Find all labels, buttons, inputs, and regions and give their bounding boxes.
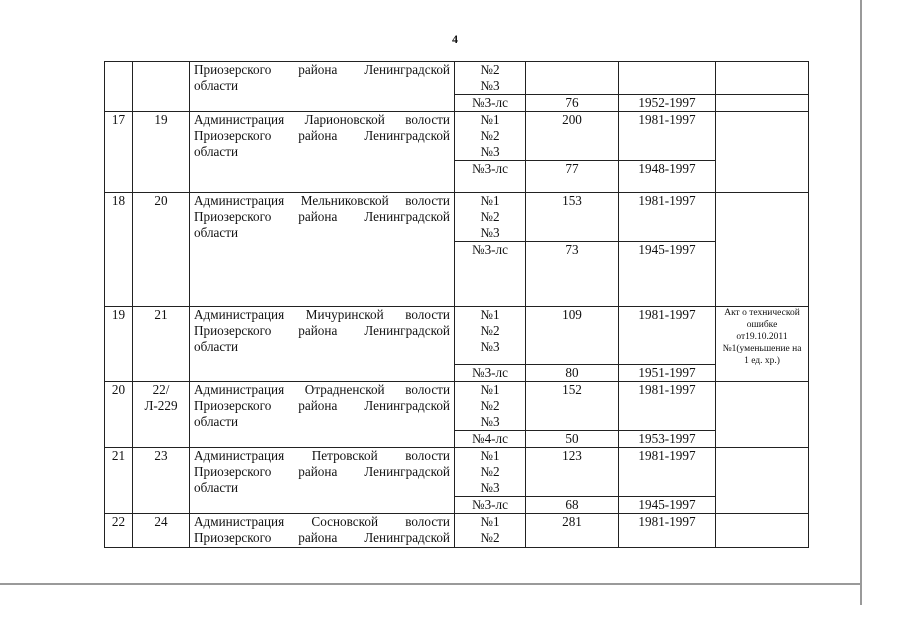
inventory-number: №2 [480,323,500,338]
table-row [105,112,809,161]
cell-fund-name [190,382,455,448]
fund-name-line: области [194,414,239,429]
fund-name-line: Приозерского района Ленинградской [194,128,450,143]
table-row [105,193,809,242]
cell-inventories [455,382,526,431]
inventory-number: №3 [480,339,500,354]
fund-name-line: области [194,144,239,159]
cell-personnel-inventory: №3-лс [455,161,526,193]
inventory-number: №3 [480,225,500,240]
cell-fund-name [190,514,455,548]
cell-fund-name [190,448,455,514]
inventory-number: №1 [480,448,500,463]
cell-number: 19 [105,307,133,382]
cell-unit-count: 200 [526,112,619,161]
cell-fund-number: 21 [133,307,190,382]
inventory-number: №3 [480,144,500,159]
cell-personnel-inventory: №3-лс [455,242,526,307]
inventory-number: №1 [480,307,500,322]
cell-personnel-dates: 1953-1997 [619,431,716,448]
fund-name-line: Приозерского района Ленинградской [194,464,450,479]
cell-number: 22 [105,514,133,548]
cell-unit-count: 153 [526,193,619,242]
cell-unit-count: 123 [526,448,619,497]
cell-personnel-count: 50 [526,431,619,448]
cell-fund-name [190,193,455,307]
cell-personnel-inventory: №4-лс [455,431,526,448]
cell-unit-count: 109 [526,307,619,365]
fund-name-line: Приозерского района Ленинградской [194,62,450,77]
scan-border-right [860,0,862,605]
cell-fund-number: 20 [133,193,190,307]
cell-dates: 1981-1997 [619,382,716,431]
cell-unit-count [526,62,619,95]
fund-name-line: Администрация Мельниковской волости [194,193,450,208]
cell-dates: 1981-1997 [619,307,716,365]
cell-inventories [455,112,526,161]
inventory-number: №1 [480,382,500,397]
cell-fund-number [133,62,190,112]
fund-name-line: Приозерского района Ленинградской [194,323,450,338]
cell-unit-count: 281 [526,514,619,548]
cell-personnel-count: 73 [526,242,619,307]
cell-inventories [455,307,526,365]
cell-personnel-dates: 1951-1997 [619,365,716,382]
inventory-number: №3 [480,480,500,495]
cell-number: 20 [105,382,133,448]
cell-note [716,514,809,548]
cell-personnel-dates: 1945-1997 [619,497,716,514]
cell-fund-number: 22/Л-229 [133,382,190,448]
cell-dates: 1981-1997 [619,514,716,548]
cell-inventories [455,514,526,548]
cell-note [716,112,809,193]
fund-name-line: Администрация Петровской волости [194,448,450,463]
fund-name-line: Администрация Сосновской волости [194,514,450,529]
cell-note [716,193,809,307]
cell-dates: 1981-1997 [619,112,716,161]
fund-name-line: области [194,480,239,495]
table-row [105,448,809,497]
table-row-continuation [105,62,809,95]
cell-personnel-dates: 1945-1997 [619,242,716,307]
cell-personnel-dates: 1952-1997 [619,95,716,112]
table-row [105,382,809,431]
cell-fund-name [190,62,455,112]
fund-name-line: Администрация Отрадненской волости [194,382,450,397]
cell-fund-name [190,112,455,193]
fund-name-line: области [194,78,239,93]
inventory-number: №2 [480,398,500,413]
cell-note [716,62,809,95]
inventory-number: №1 [480,193,500,208]
table-row [105,307,809,365]
cell-fund-number: 19 [133,112,190,193]
cell-personnel-count: 80 [526,365,619,382]
cell-inventories [455,62,526,95]
inventory-number: №1 [480,112,500,127]
cell-personnel-dates: 1948-1997 [619,161,716,193]
cell-inventories [455,193,526,242]
inventory-number: №2 [480,464,500,479]
cell-note [716,95,809,112]
cell-note [716,448,809,514]
cell-dates: 1981-1997 [619,448,716,497]
cell-number: 21 [105,448,133,514]
scan-border-bottom [0,583,862,585]
archive-fund-table [104,61,809,548]
fund-name-line: Приозерского района Ленинградской [194,398,450,413]
cell-fund-name [190,307,455,382]
cell-personnel-inventory: №3-лс [455,95,526,112]
fund-name-line: Приозерского района Ленинградской [194,209,450,224]
cell-personnel-count: 77 [526,161,619,193]
fund-name-line: Приозерского района Ленинградской [194,530,450,545]
cell-note: Акт о технической ошибке от19.10.2011 №1(уменьшение на 1 ед. хр.) [716,307,809,382]
cell-fund-number: 24 [133,514,190,548]
cell-personnel-inventory: №3-лс [455,365,526,382]
cell-number [105,62,133,112]
cell-number: 18 [105,193,133,307]
fund-name-line: Администрация Мичуринской волости [194,307,450,322]
fund-name-line: области [194,339,239,354]
table-row [105,514,809,548]
cell-number: 17 [105,112,133,193]
inventory-number: №3 [480,78,500,93]
fund-name-line: Администрация Ларионовской волости [194,112,450,127]
fund-name-line: области [194,225,239,240]
cell-personnel-count: 68 [526,497,619,514]
cell-note [716,382,809,448]
cell-fund-number: 23 [133,448,190,514]
cell-unit-count: 152 [526,382,619,431]
inventory-number: №3 [480,414,500,429]
inventory-number: №2 [480,62,500,77]
inventory-number: №1 [480,514,500,529]
cell-personnel-count: 76 [526,95,619,112]
cell-personnel-inventory: №3-лс [455,497,526,514]
cell-dates: 1981-1997 [619,193,716,242]
cell-inventories [455,448,526,497]
inventory-number: №2 [480,530,500,545]
inventory-number: №2 [480,209,500,224]
cell-dates [619,62,716,95]
page-number: 4 [452,32,458,46]
inventory-number: №2 [480,128,500,143]
